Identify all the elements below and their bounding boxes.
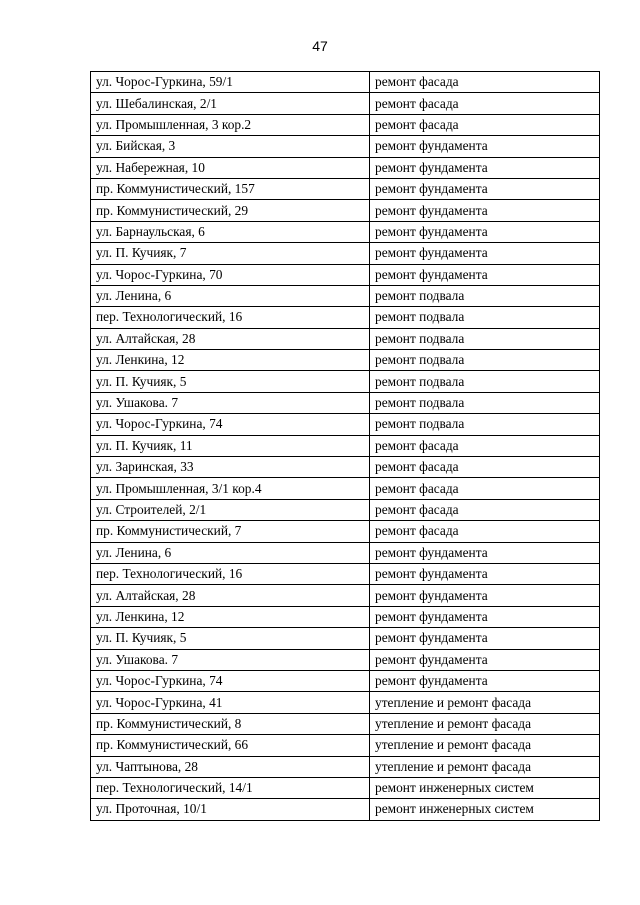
address-cell: ул. Бийская, 3 [91,136,370,157]
work-type-cell: ремонт фундамента [370,563,600,584]
work-type-cell: ремонт фундамента [370,243,600,264]
table-row [91,93,600,114]
table-row [91,114,600,135]
table-row [91,692,600,713]
work-type-cell: ремонт фундамента [370,136,600,157]
table-row [91,735,600,756]
address-cell: ул. П. Кучияк, 5 [91,628,370,649]
address-cell: ул. Чорос-Гуркина, 59/1 [91,72,370,93]
table-row [91,243,600,264]
table-row [91,606,600,627]
address-cell: пр. Коммунистический, 66 [91,735,370,756]
work-type-cell: ремонт фундамента [370,628,600,649]
table-row [91,221,600,242]
table-row [91,264,600,285]
work-type-cell: ремонт фундамента [370,585,600,606]
table-row [91,478,600,499]
address-cell: ул. Ленкина, 12 [91,350,370,371]
address-cell: ул. Ленина, 6 [91,285,370,306]
work-type-cell: ремонт фасада [370,521,600,542]
page-number: 47 [312,38,328,54]
work-type-cell: ремонт фасада [370,435,600,456]
address-cell: ул. Строителей, 2/1 [91,499,370,520]
address-cell: ул. Чорос-Гуркина, 70 [91,264,370,285]
work-type-cell: ремонт фасада [370,114,600,135]
work-type-cell: ремонт подвала [370,285,600,306]
address-cell: ул. П. Кучияк, 5 [91,371,370,392]
table-row [91,457,600,478]
work-type-cell: ремонт фасада [370,478,600,499]
repair-table-container [90,71,598,821]
table-row [91,799,600,820]
work-type-cell: ремонт фундамента [370,649,600,670]
table-row [91,521,600,542]
work-type-cell: ремонт подвала [370,307,600,328]
work-type-cell: ремонт фундамента [370,178,600,199]
address-cell: пр. Коммунистический, 29 [91,200,370,221]
address-cell: ул. Алтайская, 28 [91,585,370,606]
address-cell: ул. Набережная, 10 [91,157,370,178]
table-row [91,542,600,563]
address-cell: ул. Заринская, 33 [91,457,370,478]
work-type-cell: ремонт подвала [370,328,600,349]
address-cell: пер. Технологический, 16 [91,563,370,584]
work-type-cell: ремонт подвала [370,392,600,413]
work-type-cell: ремонт фасада [370,499,600,520]
address-cell: ул. Чорос-Гуркина, 74 [91,414,370,435]
work-type-cell: ремонт подвала [370,371,600,392]
work-type-cell: ремонт фасада [370,93,600,114]
table-row [91,777,600,798]
work-type-cell: ремонт фундамента [370,264,600,285]
address-cell: ул. Чаптынова, 28 [91,756,370,777]
address-cell: ул. Ушакова. 7 [91,392,370,413]
work-type-cell: ремонт фасада [370,72,600,93]
work-type-cell: ремонт инженерных систем [370,799,600,820]
address-cell: пр. Коммунистический, 157 [91,178,370,199]
work-type-cell: утепление и ремонт фасада [370,692,600,713]
table-row [91,585,600,606]
table-row [91,499,600,520]
work-type-cell: ремонт фундамента [370,606,600,627]
table-row [91,350,600,371]
table-row [91,307,600,328]
table-row [91,136,600,157]
repair-table-body [91,72,600,821]
address-cell: ул. Чорос-Гуркина, 41 [91,692,370,713]
address-cell: ул. Ленина, 6 [91,542,370,563]
work-type-cell: ремонт подвала [370,414,600,435]
address-cell: пр. Коммунистический, 7 [91,521,370,542]
work-type-cell: ремонт фундамента [370,670,600,691]
work-type-cell: утепление и ремонт фасада [370,735,600,756]
address-cell: ул. П. Кучияк, 11 [91,435,370,456]
address-cell: ул. П. Кучияк, 7 [91,243,370,264]
address-cell: пер. Технологический, 14/1 [91,777,370,798]
address-cell: ул. Шебалинская, 2/1 [91,93,370,114]
table-row [91,392,600,413]
table-row [91,285,600,306]
table-row [91,563,600,584]
repair-table [90,71,600,821]
table-row [91,157,600,178]
address-cell: ул. Проточная, 10/1 [91,799,370,820]
table-row [91,200,600,221]
work-type-cell: утепление и ремонт фасада [370,713,600,734]
table-row [91,628,600,649]
address-cell: ул. Ушакова. 7 [91,649,370,670]
table-row [91,178,600,199]
address-cell: пер. Технологический, 16 [91,307,370,328]
work-type-cell: ремонт фасада [370,457,600,478]
work-type-cell: утепление и ремонт фасада [370,756,600,777]
table-row [91,649,600,670]
work-type-cell: ремонт инженерных систем [370,777,600,798]
work-type-cell: ремонт фундамента [370,157,600,178]
work-type-cell: ремонт подвала [370,350,600,371]
table-row [91,414,600,435]
address-cell: ул. Чорос-Гуркина, 74 [91,670,370,691]
address-cell: пр. Коммунистический, 8 [91,713,370,734]
work-type-cell: ремонт фундамента [370,542,600,563]
address-cell: ул. Алтайская, 28 [91,328,370,349]
table-row [91,328,600,349]
table-row [91,371,600,392]
address-cell: ул. Промышленная, 3 кор.2 [91,114,370,135]
table-row [91,713,600,734]
work-type-cell: ремонт фундамента [370,221,600,242]
address-cell: ул. Промышленная, 3/1 кор.4 [91,478,370,499]
work-type-cell: ремонт фундамента [370,200,600,221]
table-row [91,756,600,777]
table-row [91,72,600,93]
address-cell: ул. Ленкина, 12 [91,606,370,627]
table-row [91,435,600,456]
table-row [91,670,600,691]
address-cell: ул. Барнаульская, 6 [91,221,370,242]
